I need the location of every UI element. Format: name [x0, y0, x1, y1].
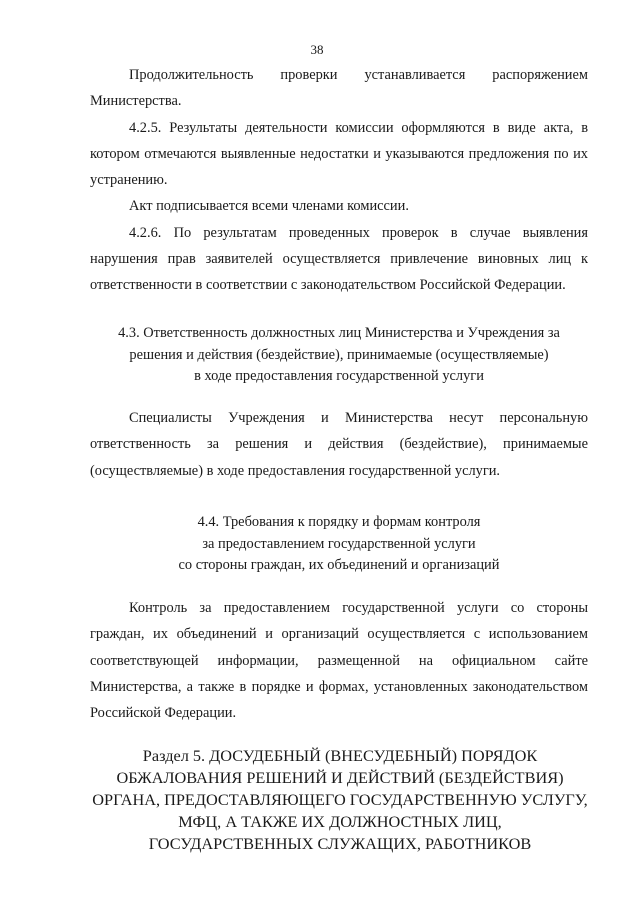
section-5-title-line: ОБЖАЛОВАНИЯ РЕШЕНИЙ И ДЕЙСТВИЙ (БЕЗДЕЙСТВИЯ) — [116, 768, 564, 787]
heading-4-3-line: 4.3. Ответственность должностных лиц Министерства и Учреждения за — [118, 325, 560, 341]
heading-4-4-line: за предоставлением государственной услуги — [202, 535, 476, 552]
heading-4-3-line: в ходе предоставления государственной услуги — [194, 368, 484, 384]
paragraph-4-2-6: 4.2.6. По результатам проведенных проверок в случае выявления нарушения прав заявителей осуществляется привлечение виновных лиц к ответственности в соответствии с законодательством Российской Федерации. — [90, 224, 588, 294]
heading-4-4 — [70, 512, 608, 577]
paragraph-4-3: Специалисты Учреждения и Министерства несут персональную ответственность за решения и действия (бездействие), принимаемые (осуществляемые) в ходе предоставления государственной услуги. — [90, 410, 588, 479]
paragraphs-top — [90, 62, 588, 299]
paragraph-inspection-duration: Продолжительность проверки устанавливается распоряжением Министерства. — [90, 67, 588, 110]
heading-4-4-line: 4.4. Требования к порядку и формам контроля — [197, 514, 481, 530]
section-5-title-line: ГОСУДАРСТВЕННЫХ СЛУЖАЩИХ, РАБОТНИКОВ — [148, 834, 532, 853]
heading-4-3 — [70, 323, 608, 388]
section-5-title — [80, 745, 600, 855]
section-5-title-line: Раздел 5. ДОСУДЕБНЫЙ (ВНЕСУДЕБНЫЙ) ПОРЯДОК — [142, 746, 538, 765]
paragraph-4-4: Контроль за предоставлением государственной услуги со стороны граждан, их объединений и организаций осуществляется с использованием соответствующей информации, размещенной на официальном сайте Министерства, а также в порядке и формах, установленных законодательством Российской Федерации. — [90, 600, 588, 722]
page-number: 38 — [310, 42, 324, 57]
section-5-title-line: МФЦ, А ТАКЖЕ ИХ ДОЛЖНОСТНЫХ ЛИЦ, — [178, 812, 502, 831]
heading-4-3-line: решения и действия (бездействие), принимаемые (осуществляемые) — [129, 346, 549, 363]
paragraph-4-2-5: 4.2.5. Результаты деятельности комиссии оформляются в виде акта, в котором отмечаются выявленные недостатки и указываются предложения по их устранению. — [90, 119, 588, 189]
heading-4-4-line: со стороны граждан, их объединений и организаций — [178, 557, 500, 573]
section-4-4-body — [90, 595, 588, 726]
section-4-3-body — [90, 405, 588, 484]
section-5-title-line: ОРГАНА, ПРЕДОСТАВЛЯЮЩЕГО ГОСУДАРСТВЕННУЮ УСЛУГУ, — [92, 790, 588, 809]
paragraph-act-signed: Акт подписывается всеми членами комиссии. — [129, 198, 409, 215]
